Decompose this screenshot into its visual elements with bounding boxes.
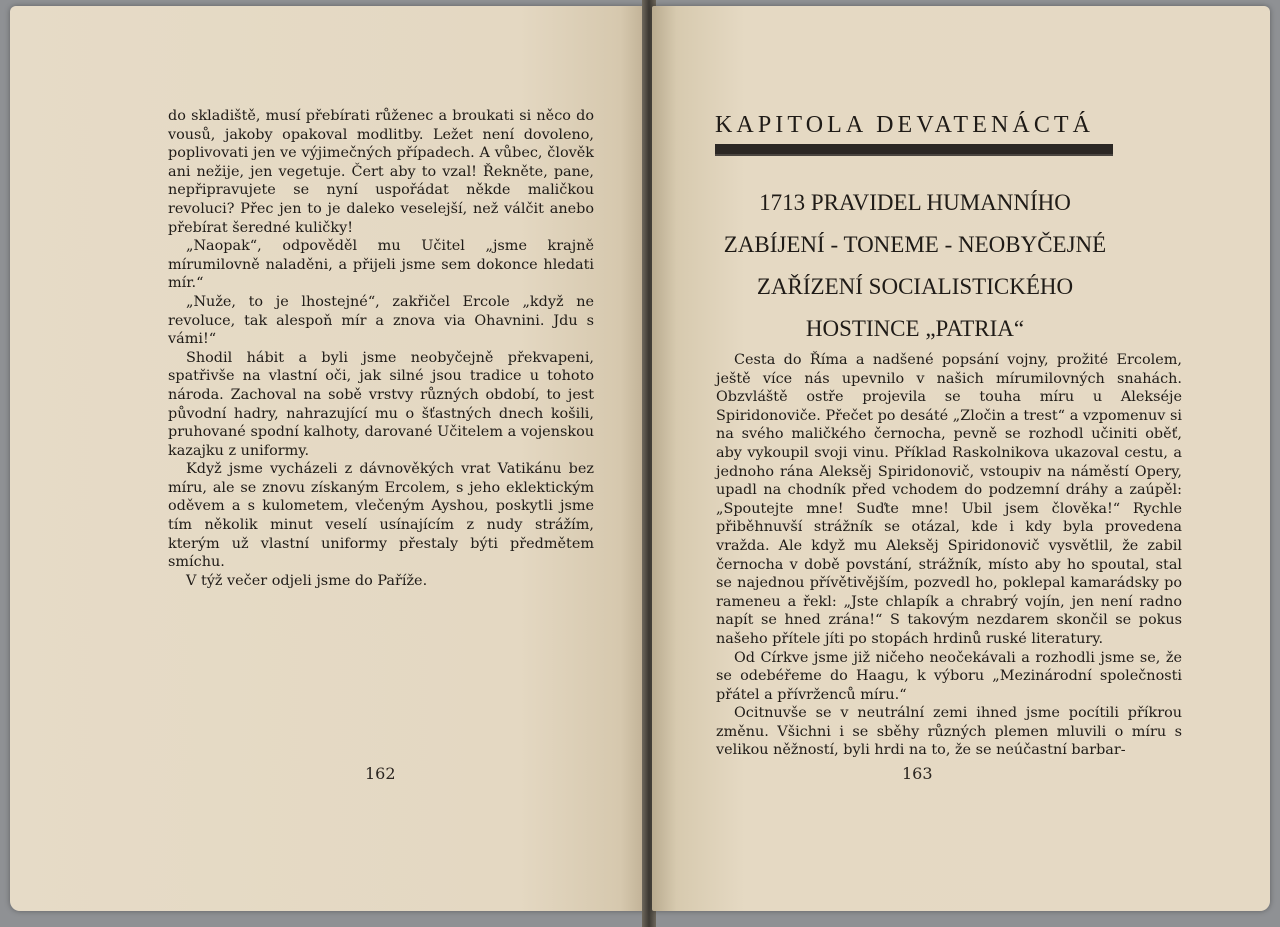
paragraph: V týž večer odjeli jsme do Paříže. — [186, 572, 428, 589]
chapter-title-line: ZABÍJENÍ - TONEME - NEOBYČEJNÉ — [723, 232, 1107, 257]
paragraph: Od Církve jsme již ničeho neočekávali a rozhodli jsme se, že se odebéřeme do Haagu, k výboru „Mezinárodní společnosti přátel a přívrženců míru.“ — [716, 649, 1182, 703]
page-number-left: 162 — [365, 764, 396, 783]
paragraph: Shodil hábit a byli jsme neobyčejně překvapeni, spatřivše na vlastní oči, jak silné jsou tradice u tohoto národa. Zachoval na sobě vrstvy různých období, to jest původní hadry, nahrazující mu o šťastných dnech košili, pruhované spodní kalhoty, darované Učitelem a vojenskou kazajku z uniformy. — [168, 349, 594, 459]
right-page — [652, 6, 1270, 911]
paragraph: „Naopak“, odpověděl mu Učitel „jsme krajně mírumilovně naladěni, a přijeli jsme sem dokonce hledati mír.“ — [168, 238, 594, 292]
page-number-right: 163 — [902, 764, 933, 783]
paragraph: do skladiště, musí přebírati růženec a broukati si něco do vousů, jakoby opakoval modlitby. Ležet není dovoleno, poplivovati jen ve výjimečných případech. A vůbec, člověk ani nežije, jen vegetuje. Čert aby to vzal! Řekněte, pane, nepřipravujete se nyní uspořádat někde maličkou revoluci? Přec jen to je daleko veselejší, než válčit anebo přebírat šeredné kuličky! — [168, 108, 594, 236]
chapter-rule — [715, 144, 1113, 156]
paragraph: „Nuže, to je lhostejné“, zakřičel Ercole „když ne revoluce, tak alespoň mír a znova via Ohavnini. Jdu s vámi!“ — [168, 293, 594, 348]
chapter-title-line: 1713 PRAVIDEL HUMANNÍHO — [759, 190, 1071, 215]
chapter-title — [715, 182, 1115, 350]
paragraph: Ocitnuvše se v neutrální zemi ihned jsme pocítili příkrou změnu. Všichni i se sběhy různých plemen mluvili o míru s velikou něžností, byli hrdi na to, že se neúčastní barbar- — [716, 705, 1182, 759]
chapter-title-line: HOSTINCE „PATRIA“ — [805, 316, 1025, 341]
paragraph: Když jsme vycházeli z dávnověkých vrat Vatikánu bez míru, ale se znovu získaným Ercolem, s jeho eklektickým oděvem a s kulometem, vlečeným Ayshou, poskytli jsme tím několik minut veselí usínajícím z nudy strážím, kterým už vlastní uniformy přestaly býti předmětem smíchu. — [168, 461, 594, 571]
paragraph: Cesta do Říma a nadšené popsání vojny, prožité Ercolem, ještě více nás upevnilo v našich mírumilovných snahách. Obzvláště ostře projevila se touha míru u Alekséje Spiridonoviče. Přečet po desáté „Zločin a trest“ a vzpomenuv si na svého maličkého černocha, pevně se rozhodl učiniti oběť, aby vykoupil svoji vinu. Příklad Raskolnikova ukazoval cestu, a jednoho rána Aleksěj Spiridonovič, vstoupiv na náměstí Opery, upadl na chodník před vchodem do podzemní dráhy a zaúpěl: „Spoutejte mne! Suďte mne! Ubil jsem člověka!“ Rychle přiběhnuvší strážník se otázal, kde i kdy byla provedena vražda. Ale když mu Aleksěj Spiridonovič vysvětlil, že zabil černocha v době povstání, strážník, místo aby ho spoutal, stal se najednou přívětivějším, pozvedl ho, poklepal kamarádsky po rameneu a řekl: „Jste chlapík a chrabrý vojín, jen není radno napít se hned zrána!“ S takovým nezdarem skončil se pokus našeho přítele jíti po stopách hrdinů ruské literatury. — [716, 352, 1182, 647]
chapter-label: KAPITOLA DEVATENÁCTÁ — [715, 112, 1095, 138]
chapter-title-line: ZAŘÍZENÍ SOCIALISTICKÉHO — [756, 274, 1074, 299]
left-page-body — [168, 107, 594, 590]
right-page-body — [716, 351, 1182, 760]
left-page — [10, 6, 646, 911]
